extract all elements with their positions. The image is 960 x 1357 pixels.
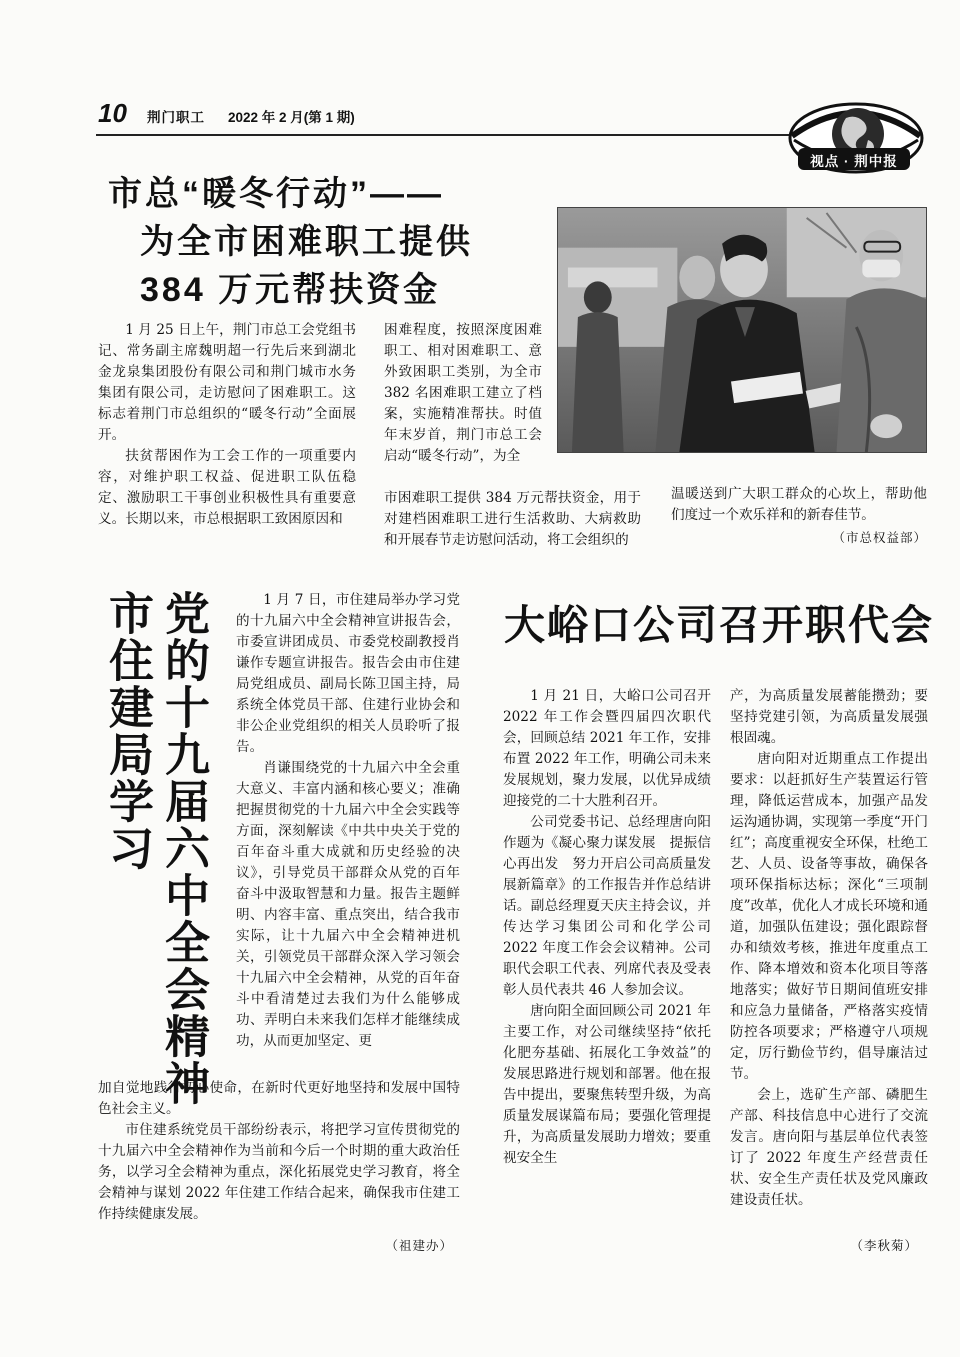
article1-paragraph: 困难程度，按照深度困难职工、相对困难职工、意外致困职工类别，为全市 382 名困难职工建立了档案，实施精准帮扶。时值年末岁首，荆门市总工会启动“暖冬行动”，为全 [384, 322, 542, 464]
page-number: 10 [98, 98, 127, 128]
article3-title: 大峪口公司召开职代会 [504, 602, 934, 648]
article2-paragraph: 市住建系统党员干部纷纷表示，将把学习宣传贯彻党的十九届六中全会精神作为当前和今后一个时期的重大政治任务，以学习全会精神为重点，深化拓展党史学习教育，将全会精神与谋划 2022 年住建工作结合起来，确保我市住建工作持续健康发展。 [98, 1122, 460, 1222]
article3-paragraph: 产，为高质量发展蓄能攒劲；要坚持党建引领，为高质量发展强根固魂。 [730, 688, 928, 746]
logo-text: 视点 · 荆中报 [810, 154, 898, 169]
article1-title-line3: 384 万元帮扶资金 [140, 271, 441, 309]
article2-paragraph: 1 月 7 日，市住建局举办学习党的十九届六中全会精神宣讲报告会，市委宣讲团成员、市委党校副教授肖谦作专题宣讲报告。报告会由市住建局党组成员、副局长陈卫国主持，局系统全体党员干部、住建行业协会和非公企业党组织的相关人员聆听了报告。 [236, 592, 460, 755]
article1-source-text: （市总权益部） [832, 530, 927, 545]
article3-column2 [730, 686, 928, 1211]
article3-paragraph: 唐向阳全面回顾公司 2021 年主要工作，对公司继续坚持“依托化肥夯基础、拓展化工争效益”的发展思路进行规划和部署。他在报告中提出，要聚焦转型升级，为高质量发展谋篇布局；要强化管理提升，为高质量发展助力增效；要重视安全生 [503, 1003, 711, 1166]
article3-paragraph: 公司党委书记、总经理唐向阳作题为《凝心聚力谋发展 提振信心再出发 努力开启公司高质量发展新篇章》的工作报告并作总结讲话。副总经理夏天庆主持会议，并传达学习集团公司和化学公司 2022 年度工作会会议精神。公司职代会职工代表、列席代表及受表彰人员代表共 46 人参加会议。 [503, 814, 711, 998]
article2-title-prefix: 市住建局学习 [102, 590, 152, 872]
header-rule [96, 134, 796, 136]
article3-source-text: （李秋菊） [850, 1238, 918, 1253]
article2-paragraph: 肖谦围绕党的十九届六中全会重大意义、丰富内涵和核心要义；准确把握贯彻党的十九届六中全会实践等方面，深刻解读《中共中央关于党的百年奋斗重大成就和历史经验的决议》，引导党员干部群众从党的百年奋斗中汲取智慧和力量。报告主题鲜明、内容丰富、重点突出，结合我市实际，让十九届六中全会精神进机关，引领党员干部群众深入学习领会十九届六中全会精神，从党的百年奋斗中看清楚过去我们为什么能够成功、弄明白未来我们怎样才能继续成功，从而更加坚定、更 [236, 760, 460, 1049]
article1-source [671, 528, 927, 548]
article1-title-line2: 为全市困难职工提供 [140, 223, 473, 261]
article3-column1 [503, 686, 711, 1169]
article1-title-line1: 市总“暖冬行动”—— [108, 175, 444, 213]
article1-column3 [671, 484, 927, 526]
news-photo [557, 207, 927, 453]
article2-source [98, 1236, 453, 1256]
article2-source-text: （祖建办） [385, 1238, 453, 1253]
article1-paragraph: 温暖送到广大职工群众的心坎上，帮助他们度过一个欢乐祥和的新春佳节。 [671, 486, 927, 523]
article3-paragraph: 唐向阳对近期重点工作提出要求：以赶抓好生产装置运行管理，降低运营成本，加强产品发运沟通协调，实现第一季度“开门红”；高度重视安全环保，杜绝工艺、人员、设备等事故，确保各项环保指标达标；深化“三项制度”改革，优化人才成长环境和通道，加强队伍建设；强化跟踪督办和绩效考核，推进年度重点工作、降本增效和资本化项目等落地落实；做好节日期间值班安排和应急力量储备，严格落实疫情防控各项要求；严格遵守八项规定，厉行勤俭节约，倡导廉洁过节。 [730, 751, 928, 1082]
article2-title-main: 党的十九届六中全会精神 [158, 590, 208, 1107]
article2-body-bottom [98, 1078, 460, 1225]
article1-paragraph: 扶贫帮困作为工会工作的一项重要内容，对维护职工权益、促进职工队伍稳定、激励职工干事创业积极性具有重要意义。长期以来，市总根据职工致困原因和 [98, 448, 356, 527]
article3-paragraph: 1 月 21 日，大峪口公司召开 2022 年工作会暨四届四次职代会，回顾总结 2021 年工作，安排布置 2022 年工作，明确公司未来发展规划，聚力发展，以优异成绩迎接党的二十大胜利召开。 [503, 688, 711, 809]
paper-name: 荆门职工 [147, 110, 205, 125]
article1-paragraph: 1 月 25 日上午，荆门市总工会党组书记、常务副主席魏明超一行先后来到湖北金龙泉集团股份有限公司和荆门城市水务集团有限公司，走访慰问了困难职工。这标志着荆门市总组织的“暖冬行动”全面展开。 [98, 322, 356, 443]
article1-column2 [384, 320, 542, 467]
article3-source [730, 1236, 918, 1256]
article2-body-top [236, 590, 460, 1052]
article2-paragraph: 加自觉地践行初心使命，在新时代更好地坚持和发展中国特色社会主义。 [98, 1080, 460, 1117]
article1-column2-continued [384, 488, 641, 551]
article1-column1 [98, 320, 356, 530]
issue-date: 2022 年 2 月(第 1 期) [228, 110, 355, 125]
article1-paragraph: 市困难职工提供 384 万元帮扶资金，用于对建档困难职工进行生活救助、大病救助和开展春节走访慰问活动，将工会组织的 [384, 490, 641, 548]
article3-paragraph: 会上，选矿生产部、磷肥生产部、科技信息中心进行了交流发言。唐向阳与基层单位代表签订了 2022 年度生产经营责任状、安全生产责任状及党风廉政建设责任状。 [730, 1087, 928, 1208]
